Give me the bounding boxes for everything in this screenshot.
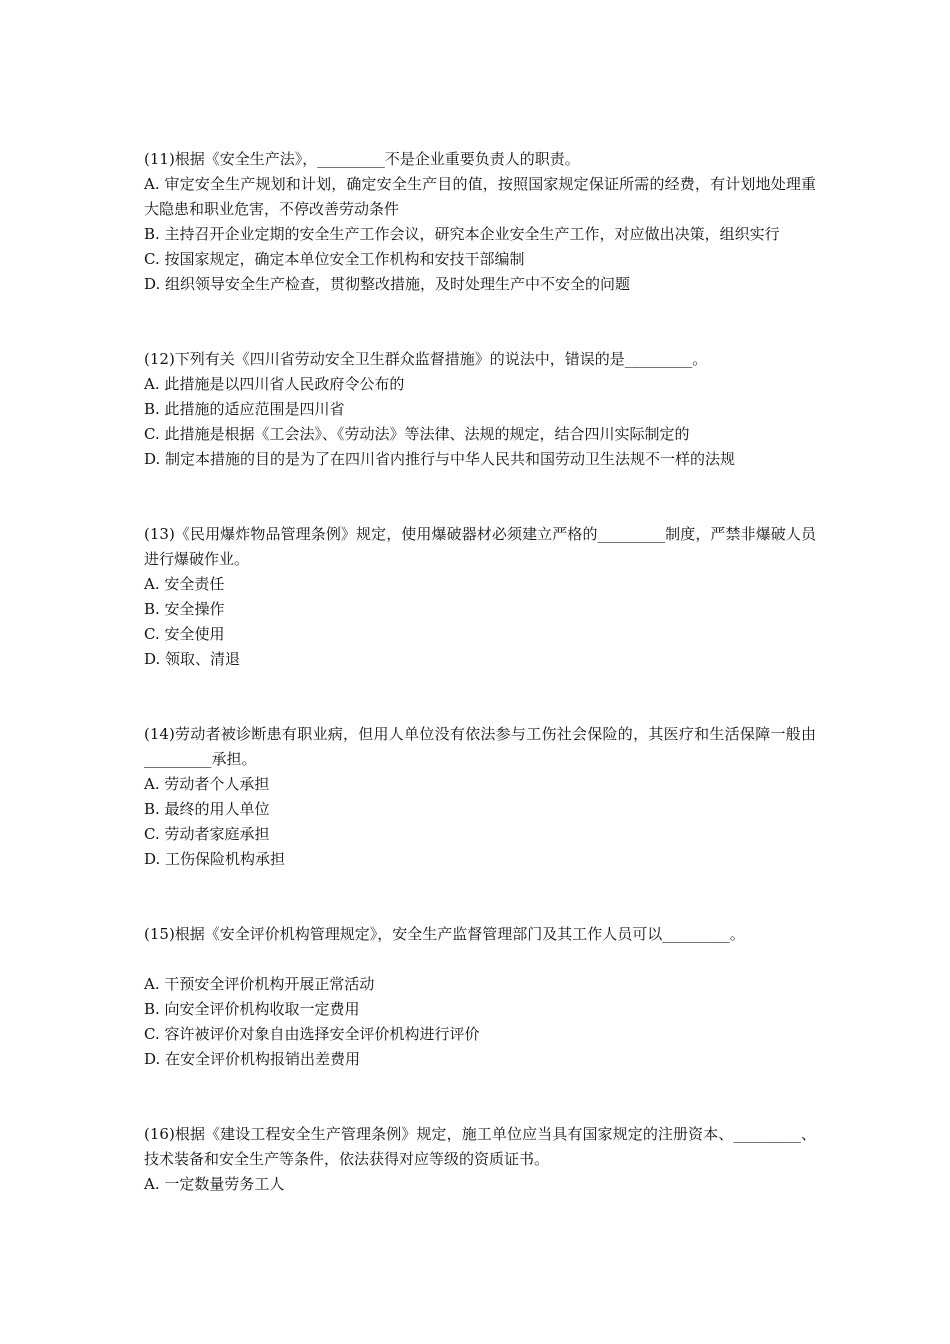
option-b: B. 此措施的适应范围是四川省 [144, 400, 345, 418]
option-c: C. 按国家规定，确定本单位安全工作机构和安技干部编制 [144, 250, 525, 268]
option-a: A. 一定数量劳务工人 [144, 1175, 285, 1193]
question-13 [144, 522, 816, 672]
option-c: C. 劳动者家庭承担 [144, 825, 270, 843]
option-d: D. 组织领导安全生产检查，贯彻整改措施，及时处理生产中不安全的问题 [144, 275, 631, 293]
question-16 [144, 1122, 816, 1197]
option-c: C. 容许被评价对象自由选择安全评价机构进行评价 [144, 1025, 480, 1043]
question-stem: (16)根据《建设工程安全生产管理条例》规定，施工单位应当具有国家规定的注册资本、_________、技术装备和安全生产等条件，依法获得对应等级的资质证书。 [144, 1125, 816, 1168]
option-d: D. 在安全评价机构报销出差费用 [144, 1050, 361, 1068]
question-stem: (14)劳动者被诊断患有职业病，但用人单位没有依法参与工伤社会保险的，其医疗和生活保障一般由_________承担。 [144, 725, 816, 768]
question-12 [144, 347, 816, 472]
spacer [144, 472, 816, 522]
question-11 [144, 147, 816, 297]
option-a: A. 劳动者个人承担 [144, 775, 270, 793]
spacer [144, 1072, 816, 1122]
option-c: C. 安全使用 [144, 625, 225, 643]
document-page [144, 147, 816, 1197]
option-d: D. 制定本措施的目的是为了在四川省内推行与中华人民共和国劳动卫生法规不一样的法规 [144, 450, 736, 468]
option-b: B. 主持召开企业定期的安全生产工作会议，研究本企业安全生产工作，对应做出决策，组织实行 [144, 225, 780, 243]
option-b: B. 安全操作 [144, 600, 225, 618]
option-b: B. 向安全评价机构收取一定费用 [144, 1000, 360, 1018]
option-d: D. 工伤保险机构承担 [144, 850, 286, 868]
question-14 [144, 722, 816, 872]
question-stem: (13)《民用爆炸物品管理条例》规定，使用爆破器材必须建立严格的_________制度，严禁非爆破人员进行爆破作业。 [144, 525, 816, 568]
spacer [144, 947, 816, 972]
question-stem: (15)根据《安全评价机构管理规定》，安全生产监督管理部门及其工作人员可以_________。 [144, 925, 745, 943]
option-a: A. 干预安全评价机构开展正常活动 [144, 975, 375, 993]
spacer [144, 297, 816, 347]
spacer [144, 872, 816, 922]
question-15 [144, 922, 816, 1072]
option-a: A. 此措施是以四川省人民政府令公布的 [144, 375, 405, 393]
option-b: B. 最终的用人单位 [144, 800, 270, 818]
option-a: A. 审定安全生产规划和计划，确定安全生产目的值，按照国家规定保证所需的经费，有计划地处理重大隐患和职业危害，不停改善劳动条件 [144, 175, 816, 218]
option-a: A. 安全责任 [144, 575, 225, 593]
option-c: C. 此措施是根据《工会法》、《劳动法》等法律、法规的规定，结合四川实际制定的 [144, 425, 690, 443]
question-stem: (11)根据《安全生产法》，_________不是企业重要负责人的职责。 [144, 150, 580, 168]
option-d: D. 领取、清退 [144, 650, 241, 668]
question-stem: (12)下列有关《四川省劳动安全卫生群众监督措施》的说法中，错误的是_________。 [144, 350, 708, 368]
spacer [144, 672, 816, 722]
